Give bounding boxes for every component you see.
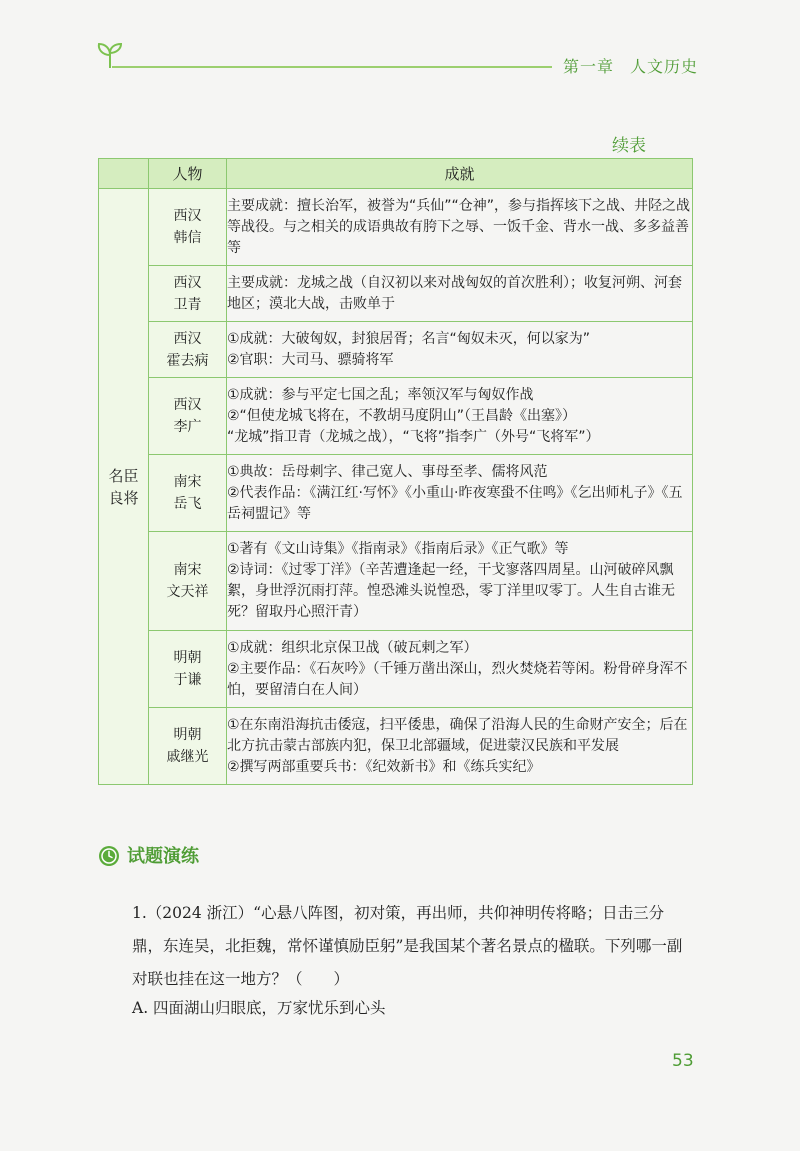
person-name: 戚继光 [166, 749, 209, 765]
chapter-heading [563, 54, 698, 77]
person-name: 于谦 [173, 672, 202, 688]
dynasty-text: 西汉 [173, 274, 202, 291]
question-text: 1.（2024 浙江）“心悬八阵图，初对策，再出师，共仰神明传将略；日击三分鼎，东连吴，北拒魏，常怀谨慎励臣躬”是我国某个著名景点的楹联。下列哪一副对联也挂在这一地方？（ ） [132, 904, 683, 988]
person-cell [149, 189, 227, 266]
achievement-cell [227, 266, 693, 322]
person-cell [149, 322, 227, 378]
achievement-cell [227, 322, 693, 378]
achievement-line: ①在东南沿海抗击倭寇，扫平倭患，确保了沿海人民的生命财产安全；后在北方抗击蒙古部族内犯，保卫北部疆域，促进蒙汉民族和平发展 [227, 716, 688, 754]
table-row [99, 378, 693, 455]
achievement-line: ①成就：组织北京保卫战（破瓦剌之军） [227, 639, 478, 656]
person-name: 霍去病 [166, 352, 209, 369]
person-cell [149, 378, 227, 455]
person-name: 韩信 [173, 230, 202, 246]
achievement-line: ②主要作品：《石灰吟》（千锤万凿出深山，烈火焚烧若等闲。粉骨碎身浑不怕，要留清白在人间） [227, 660, 688, 698]
person-cell [149, 455, 227, 532]
person-cell [149, 266, 227, 322]
question-1 [132, 897, 692, 996]
category-line: 名臣 [108, 466, 139, 485]
person-name: 岳飞 [173, 496, 202, 512]
dynasty-text: 西汉 [173, 397, 202, 413]
table-row [99, 631, 693, 708]
person-cell [149, 532, 227, 631]
dynasty-text: 南宋 [173, 474, 202, 490]
achievement-line: ②撰写两部重要兵书：《纪效新书》和《练兵实纪》 [227, 758, 541, 775]
section-title: 试题演练 [127, 846, 199, 867]
chapter-number: 第一章 [563, 57, 615, 76]
achievement-cell [227, 378, 693, 455]
person-name: 李广 [173, 419, 202, 435]
person-name: 文天祥 [166, 584, 209, 600]
chapter-title: 人文历史 [630, 57, 699, 76]
achievement-line: ②官职：大司马、骠骑将军 [227, 351, 394, 368]
category-line: 良将 [108, 488, 139, 507]
person-name: 卫青 [173, 296, 202, 313]
option-a[interactable]: A. 四面湖山归眼底，万家忧乐到心头 [132, 999, 386, 1017]
header-divider [112, 66, 552, 68]
person-cell [149, 708, 227, 785]
dynasty-text: 明朝 [173, 727, 202, 743]
table-header-row [99, 159, 693, 189]
clock-icon [98, 845, 120, 867]
achievement-line: 主要成就：擅长治军，被誉为“兵仙”“仓神”，参与指挥垓下之战、井陉之战等战役。与之相关的成语典故有胯下之辱、一饭千金、背水一战、多多益善等 [227, 197, 691, 256]
dynasty-text: 西汉 [173, 208, 202, 224]
achievement-line: ②诗词：《过零丁洋》（辛苦遭逢起一经，干戈寥落四周星。山河破碎风飘絮，身世浮沉雨打萍。惶恐滩头说惶恐，零丁洋里叹零丁。人生自古谁无死？留取丹心照汗青） [227, 562, 675, 620]
category-cell [99, 189, 149, 785]
generals-table [98, 158, 693, 785]
achievement-line: ②代表作品：《满江红·写怀》《小重山·昨夜寒蛩不住鸣》《乞出师札子》《五岳祠盟记》等 [227, 484, 683, 522]
continued-label: 续表 [612, 136, 646, 156]
header-person: 人物 [149, 159, 227, 189]
dynasty-text: 明朝 [173, 650, 202, 666]
header-achievement: 成就 [227, 159, 693, 189]
achievement-line: ①成就：参与平定七国之乱；率领汉军与匈奴作战 [227, 386, 534, 403]
achievement-line: ②“但使龙城飞将在，不教胡马度阴山”（王昌龄《出塞》） [227, 407, 577, 424]
achievement-cell [227, 455, 693, 532]
table-row [99, 455, 693, 532]
achievement-line: ①著有《文山诗集》《指南录》《指南后录》《正气歌》等 [227, 541, 569, 557]
table-row [99, 532, 693, 631]
achievement-cell [227, 189, 693, 266]
table-row [99, 708, 693, 785]
table-body [99, 189, 693, 785]
dynasty-text: 西汉 [173, 330, 202, 347]
page-number: 53 [672, 1051, 694, 1071]
achievement-line: ①典故：岳母刺字、律己宽人、事母至孝、儒将风范 [227, 463, 548, 480]
person-cell [149, 631, 227, 708]
achievement-line: “龙城”指卫青（龙城之战），“飞将”指李广（外号“飞将军”） [227, 428, 600, 445]
table-row [99, 189, 693, 266]
achievement-cell [227, 631, 693, 708]
achievement-cell [227, 708, 693, 785]
dynasty-text: 南宋 [173, 562, 202, 578]
achievement-cell [227, 532, 693, 631]
header-blank-cell [99, 159, 149, 189]
achievement-line: ①成就：大破匈奴，封狼居胥；名言“匈奴未灭，何以家为” [227, 330, 591, 347]
achievement-line: 主要成就：龙城之战（自汉初以来对战匈奴的首次胜利）；收复河朔、河套地区；漠北大战，击败单于 [227, 274, 682, 312]
table-row [99, 266, 693, 322]
table-row [99, 322, 693, 378]
